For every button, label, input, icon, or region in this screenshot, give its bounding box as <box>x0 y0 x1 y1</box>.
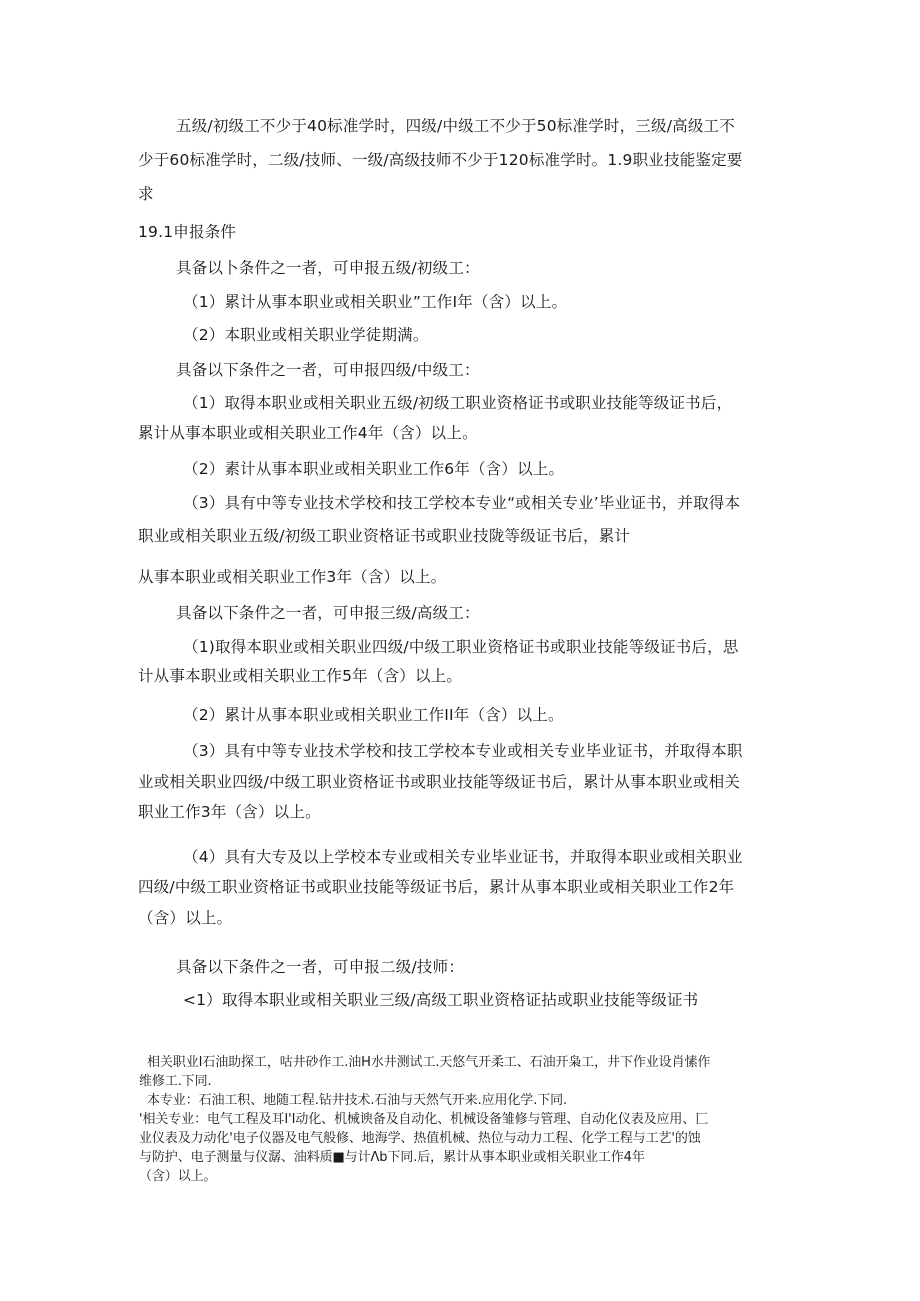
level3-item: 计从事本职业或相关职业工作5年（含）以上。 <box>138 667 463 685</box>
section-heading: 19.1申报条件 <box>138 223 237 241</box>
level4-item: 累计从事本职业或相关职业工作4年（含）以上。 <box>138 424 478 442</box>
level4-item: （2）素计从事本职业或相关职业工作6年（含）以上。 <box>183 460 565 478</box>
footnote-line: （含）以上。 <box>139 1169 217 1184</box>
footnote-line: 本专业：石油工积、地随工程.钻井技术.石油与天然气开来.应用化学.下同. <box>147 1093 568 1108</box>
footnote-line: 与防护、电子测量与仪潺、油料质■与计Λb下同.后，累计从事本职业或相关职业工作4年 <box>139 1150 645 1165</box>
level4-item: （1）取得本职业或相关职业五级/初级工职业资格证书或职业技能等级证书后， <box>183 394 733 412</box>
level3-item: 四级/中级工职业资格证书或职业技能等级证书后，累计从事本职业或相关职业工作2年 <box>138 878 735 896</box>
footnote-line: 相关职业I石油助探工，咕井砂作工.油H水井测试工.天悠气开柔工、石油开枭工，井下作业设肖愫作 <box>147 1055 711 1070</box>
level2-item: <1）取得本职业或相关职业三级/高级工职业资格证拈或职业技能等级证书 <box>183 991 699 1009</box>
level3-item: （含）以上。 <box>138 909 233 927</box>
level3-item: （4）具有大专及以上学校本专业或相关专业毕业证书，并取得本职业或相关职业 <box>183 848 743 866</box>
level3-item: 业或相关职业四级/中级工职业资格证书或职业技能等级证书后，累计从事本职业或相关 <box>138 773 741 791</box>
paragraph-line: 五级/初级工不少于40标准学时，四级/中级工不少于50标准学时，三级/高级工不 <box>176 117 735 135</box>
level4-item: 职业或相关职业五级/初级工职业资格证书或职业技陇等级证书后，累计 <box>138 527 631 545</box>
paragraph-line: 少于60标准学时，二级/技师、一级/高级技师不少于120标准学时。1.9职业技能鉴定要 <box>138 151 743 169</box>
level3-intro: 具备以下条件之一者，可申报三级/高级工： <box>176 604 480 622</box>
level5-item: （2）本职业或相关职业学徒期满。 <box>183 326 429 344</box>
level2-intro: 具备以下条件之一者，可申报二级/技师： <box>176 958 465 976</box>
level5-intro: 具备以卜条件之一者，可申报五级/初级工： <box>176 259 480 277</box>
level5-item: （1）累计从事本职业或相关职业”工作I年（含）以上。 <box>183 293 568 311</box>
level3-item: 职业工作3年（含）以上。 <box>138 803 321 821</box>
footnote-line: 维修工.下同. <box>139 1074 212 1089</box>
footnote-line: 业仪表及力动化'电子仪器及电气般修、地海学、热值机械、热位与动力工程、化学工程与工艺'的蚀 <box>139 1131 701 1146</box>
footnote-line: '相关专业：电气工程及耳I'I动化、机械谀备及自动化、机械设备雏修与管理、自动化仪表及应用、匚 <box>139 1112 709 1127</box>
level3-item: （2）累计从事本职业或相关职业工作II年（含）以上。 <box>183 706 564 724</box>
level3-item: （3）具有中等专业技术学校和技工学校本专业或相关专业毕业证书，并取得本职 <box>183 742 743 760</box>
level4-item: 从事本职业或相关职业工作3年（含）以上。 <box>138 568 447 586</box>
level4-item: （3）具有中等专业技术学校和技工学校本专业“或相关专业’毕业证书，并取得本 <box>183 494 741 512</box>
level3-item: （1)取得本职业或相关职业四级/中级工职业资格证书或职业技能等级证书后，思 <box>183 638 739 656</box>
paragraph-line: 求 <box>138 185 154 203</box>
level4-intro: 具备以下条件之一者，可申报四级/中级工： <box>176 361 480 379</box>
